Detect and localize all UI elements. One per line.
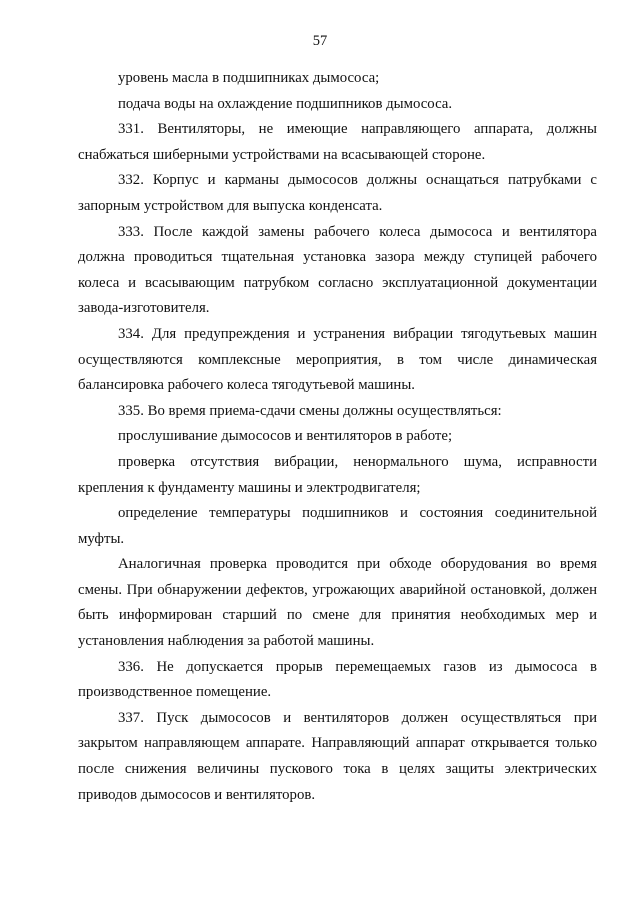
paragraph-334: 334. Для предупреждения и устранения вибрации тягодутьевых машин осуществляются комплексные мероприятия, в том числе динамическая балансировка рабочего колеса тягодутьевой машины.: [78, 325, 597, 394]
paragraph-vibration-check: проверка отсутствия вибрации, ненормального шума, исправности крепления к фундаменту машины и электродвигателя;: [78, 453, 597, 496]
paragraph-listening: прослушивание дымососов и вентиляторов в работе;: [118, 428, 453, 445]
paragraph-333: 333. После каждой замены рабочего колеса дымососа и вентилятора должна проводиться тщательная установка зазора между ступицей рабочего колеса и всасывающим патрубком согласно эксплуатационной документации завода-изготовителя.: [78, 223, 597, 317]
paragraph-331: 331. Вентиляторы, не имеющие направляющего аппарата, должны снабжаться шиберными устройствами на всасывающей стороне.: [78, 121, 597, 163]
paragraph-337: 337. Пуск дымососов и вентиляторов должен осуществляться при закрытом направляющем аппарате. Направляющий аппарат открывается только после снижения величины пускового тока в целях защиты электрических приводов дымососов и вентиляторов.: [78, 709, 597, 803]
page-number: 57: [312, 33, 328, 49]
document-body: [78, 66, 597, 808]
paragraph-similar-check: Аналогичная проверка проводится при обходе оборудования во время смены. При обнаружении дефектов, угрожающих аварийной остановкой, должен быть информирован старший по смене для принятия необходимых мер и установления наблюдения за работой машины.: [78, 556, 597, 650]
paragraph-332: 332. Корпус и карманы дымососов должны оснащаться патрубками с запорным устройством для выпуска конденсата.: [78, 172, 597, 214]
paragraph-water-cooling: подача воды на охлаждение подшипников дымососа.: [118, 95, 453, 112]
paragraph-335: 335. Во время приема-сдачи смены должны осуществляться:: [118, 402, 502, 419]
paragraph-oil-level: уровень масла в подшипниках дымососа;: [118, 70, 380, 86]
paragraph-336: 336. Не допускается прорыв перемещаемых газов из дымососа в производственное помещение.: [78, 658, 597, 701]
paragraph-temperature: определение температуры подшипников и состояния соединительной муфты.: [78, 505, 597, 547]
